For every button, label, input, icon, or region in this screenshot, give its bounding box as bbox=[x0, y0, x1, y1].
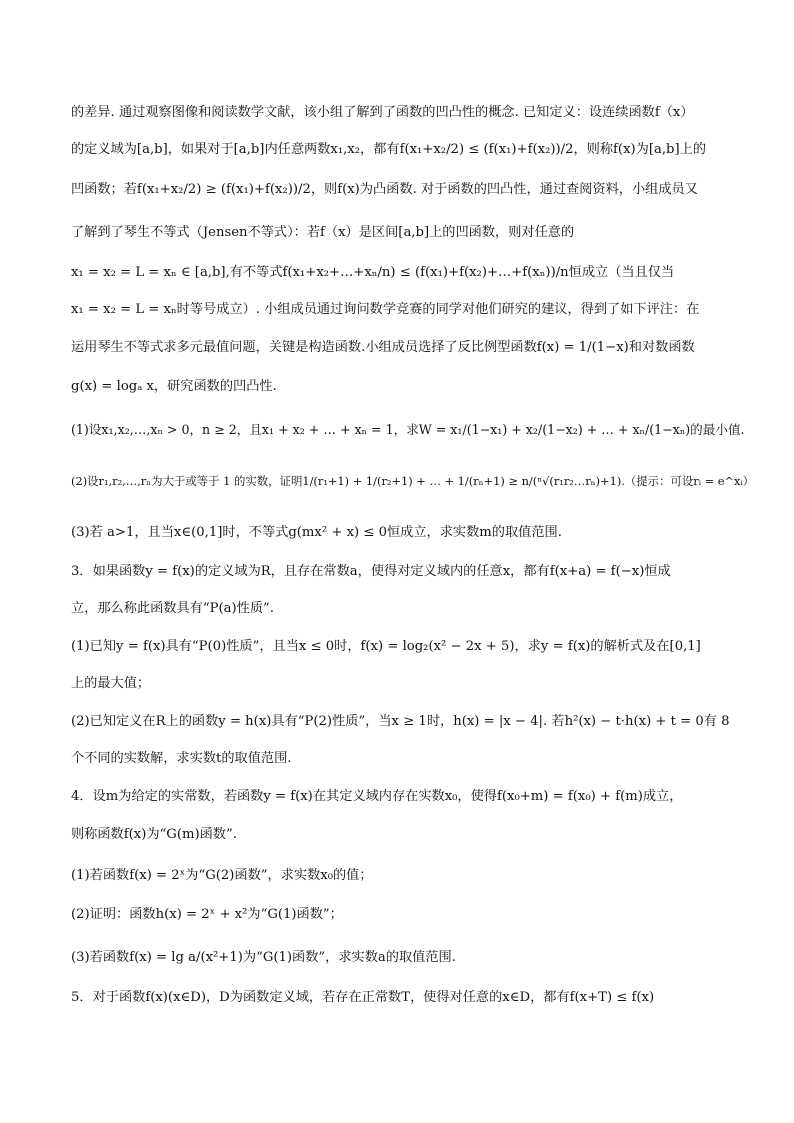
question-part: (1)设x₁,x₂,…,xₙ > 0，n ≥ 2，且x₁ + x₂ + … + xₙ = 1，求W = x₁/(1−x₁) + x₂/(1−x₂) + … + xₙ/(1−xₙ)的最小值. bbox=[71, 422, 745, 437]
question-part: (1)已知y = f(x)具有“P(0)性质”，且当x ≤ 0时，f(x) = log₂(x² − 2x + 5)，求y = f(x)的解析式及在[0,1] bbox=[71, 639, 701, 654]
text-line: 的定义域为[a,b]，如果对于[a,b]内任意两数x₁,x₂，都有f(x₁+x₂/2) ≤ (f(x₁)+f(x₂))/2，则称f(x)为[a,b]上的 bbox=[71, 142, 707, 157]
question-part: (2)设r₁,r₂,…,rₙ为大于或等于 1 的实数，证明1/(r₁+1) + 1/(r₂+1) + … + 1/(rₙ+1) ≥ n/(ⁿ√(r₁r₂…rₙ)+1).（提示：可设rᵢ = e^xᵢ） bbox=[71, 474, 755, 488]
question-heading: 3．如果函数y = f(x)的定义域为R，且存在常数a，使得对定义域内的任意x，都有f(x+a) = f(−x)恒成 bbox=[71, 564, 671, 579]
text-line: 凹函数；若f(x₁+x₂/2) ≥ (f(x₁)+f(x₂))/2，则f(x)为凸函数. 对于函数的凹凸性，通过查阅资料，小组成员又 bbox=[71, 182, 698, 197]
text-line: g(x) = logₐ x，研究函数的凹凸性. bbox=[71, 379, 277, 394]
question-heading: 5．对于函数f(x)(x∈D)，D为函数定义域，若存在正常数T，使得对任意的x∈D，都有f(x+T) ≤ f(x) bbox=[71, 990, 655, 1005]
text-line: 立，那么称此函数具有“P(a)性质”. bbox=[71, 601, 274, 616]
text-line: 了解到了琴生不等式（Jensen不等式）：若f（x）是区间[a,b]上的凹函数，则对任意的 bbox=[71, 225, 575, 240]
text-line: x₁ = x₂ = L = xₙ ∈ [a,b],有不等式f(x₁+x₂+…+xₙ/n) ≤ (f(x₁)+f(x₂)+…+f(xₙ))/n恒成立（当且仅当 bbox=[71, 265, 675, 280]
text-line: 的差异. 通过观察图像和阅读数学文献，该小组了解到了函数的凹凸性的概念. 已知定义：设连续函数f（x） bbox=[71, 105, 694, 120]
question-part: (2)证明：函数h(x) = 2ˣ + x²为“G(1)函数”； bbox=[71, 907, 343, 922]
question-heading: 4．设m为给定的实常数，若函数y = f(x)在其定义域内存在实数x₀，使得f(x₀+m) = f(x₀) + f(m)成立， bbox=[71, 789, 683, 804]
question-part: (3)若函数f(x) = lg a/(x²+1)为“G(1)函数”，求实数a的取值范围. bbox=[71, 950, 456, 965]
text-line: 上的最大值； bbox=[71, 676, 151, 691]
text-line: 则称函数f(x)为“G(m)函数”. bbox=[71, 827, 237, 842]
question-part: (2)已知定义在R上的函数y = h(x)具有“P(2)性质”，当x ≥ 1时，h(x) = |x − 4|. 若h²(x) − t·h(x) + t = 0有 8 bbox=[71, 714, 730, 729]
text-line: x₁ = x₂ = L = xₙ时等号成立）. 小组成员通过询问数学竞赛的同学对他们研究的建议，得到了如下评注：在 bbox=[71, 302, 700, 317]
text-line: 运用琴生不等式求多元最值问题，关键是构造函数.小组成员选择了反比例型函数f(x) = 1/(1−x)和对数函数 bbox=[71, 340, 695, 355]
text-line: 个不同的实数解，求实数t的取值范围. bbox=[71, 751, 292, 766]
question-part: (3)若 a>1，且当x∈(0,1]时，不等式g(mx² + x) ≤ 0恒成立，求实数m的取值范围. bbox=[71, 525, 562, 540]
question-part: (1)若函数f(x) = 2ˣ为“G(2)函数”，求实数x₀的值； bbox=[71, 868, 373, 883]
